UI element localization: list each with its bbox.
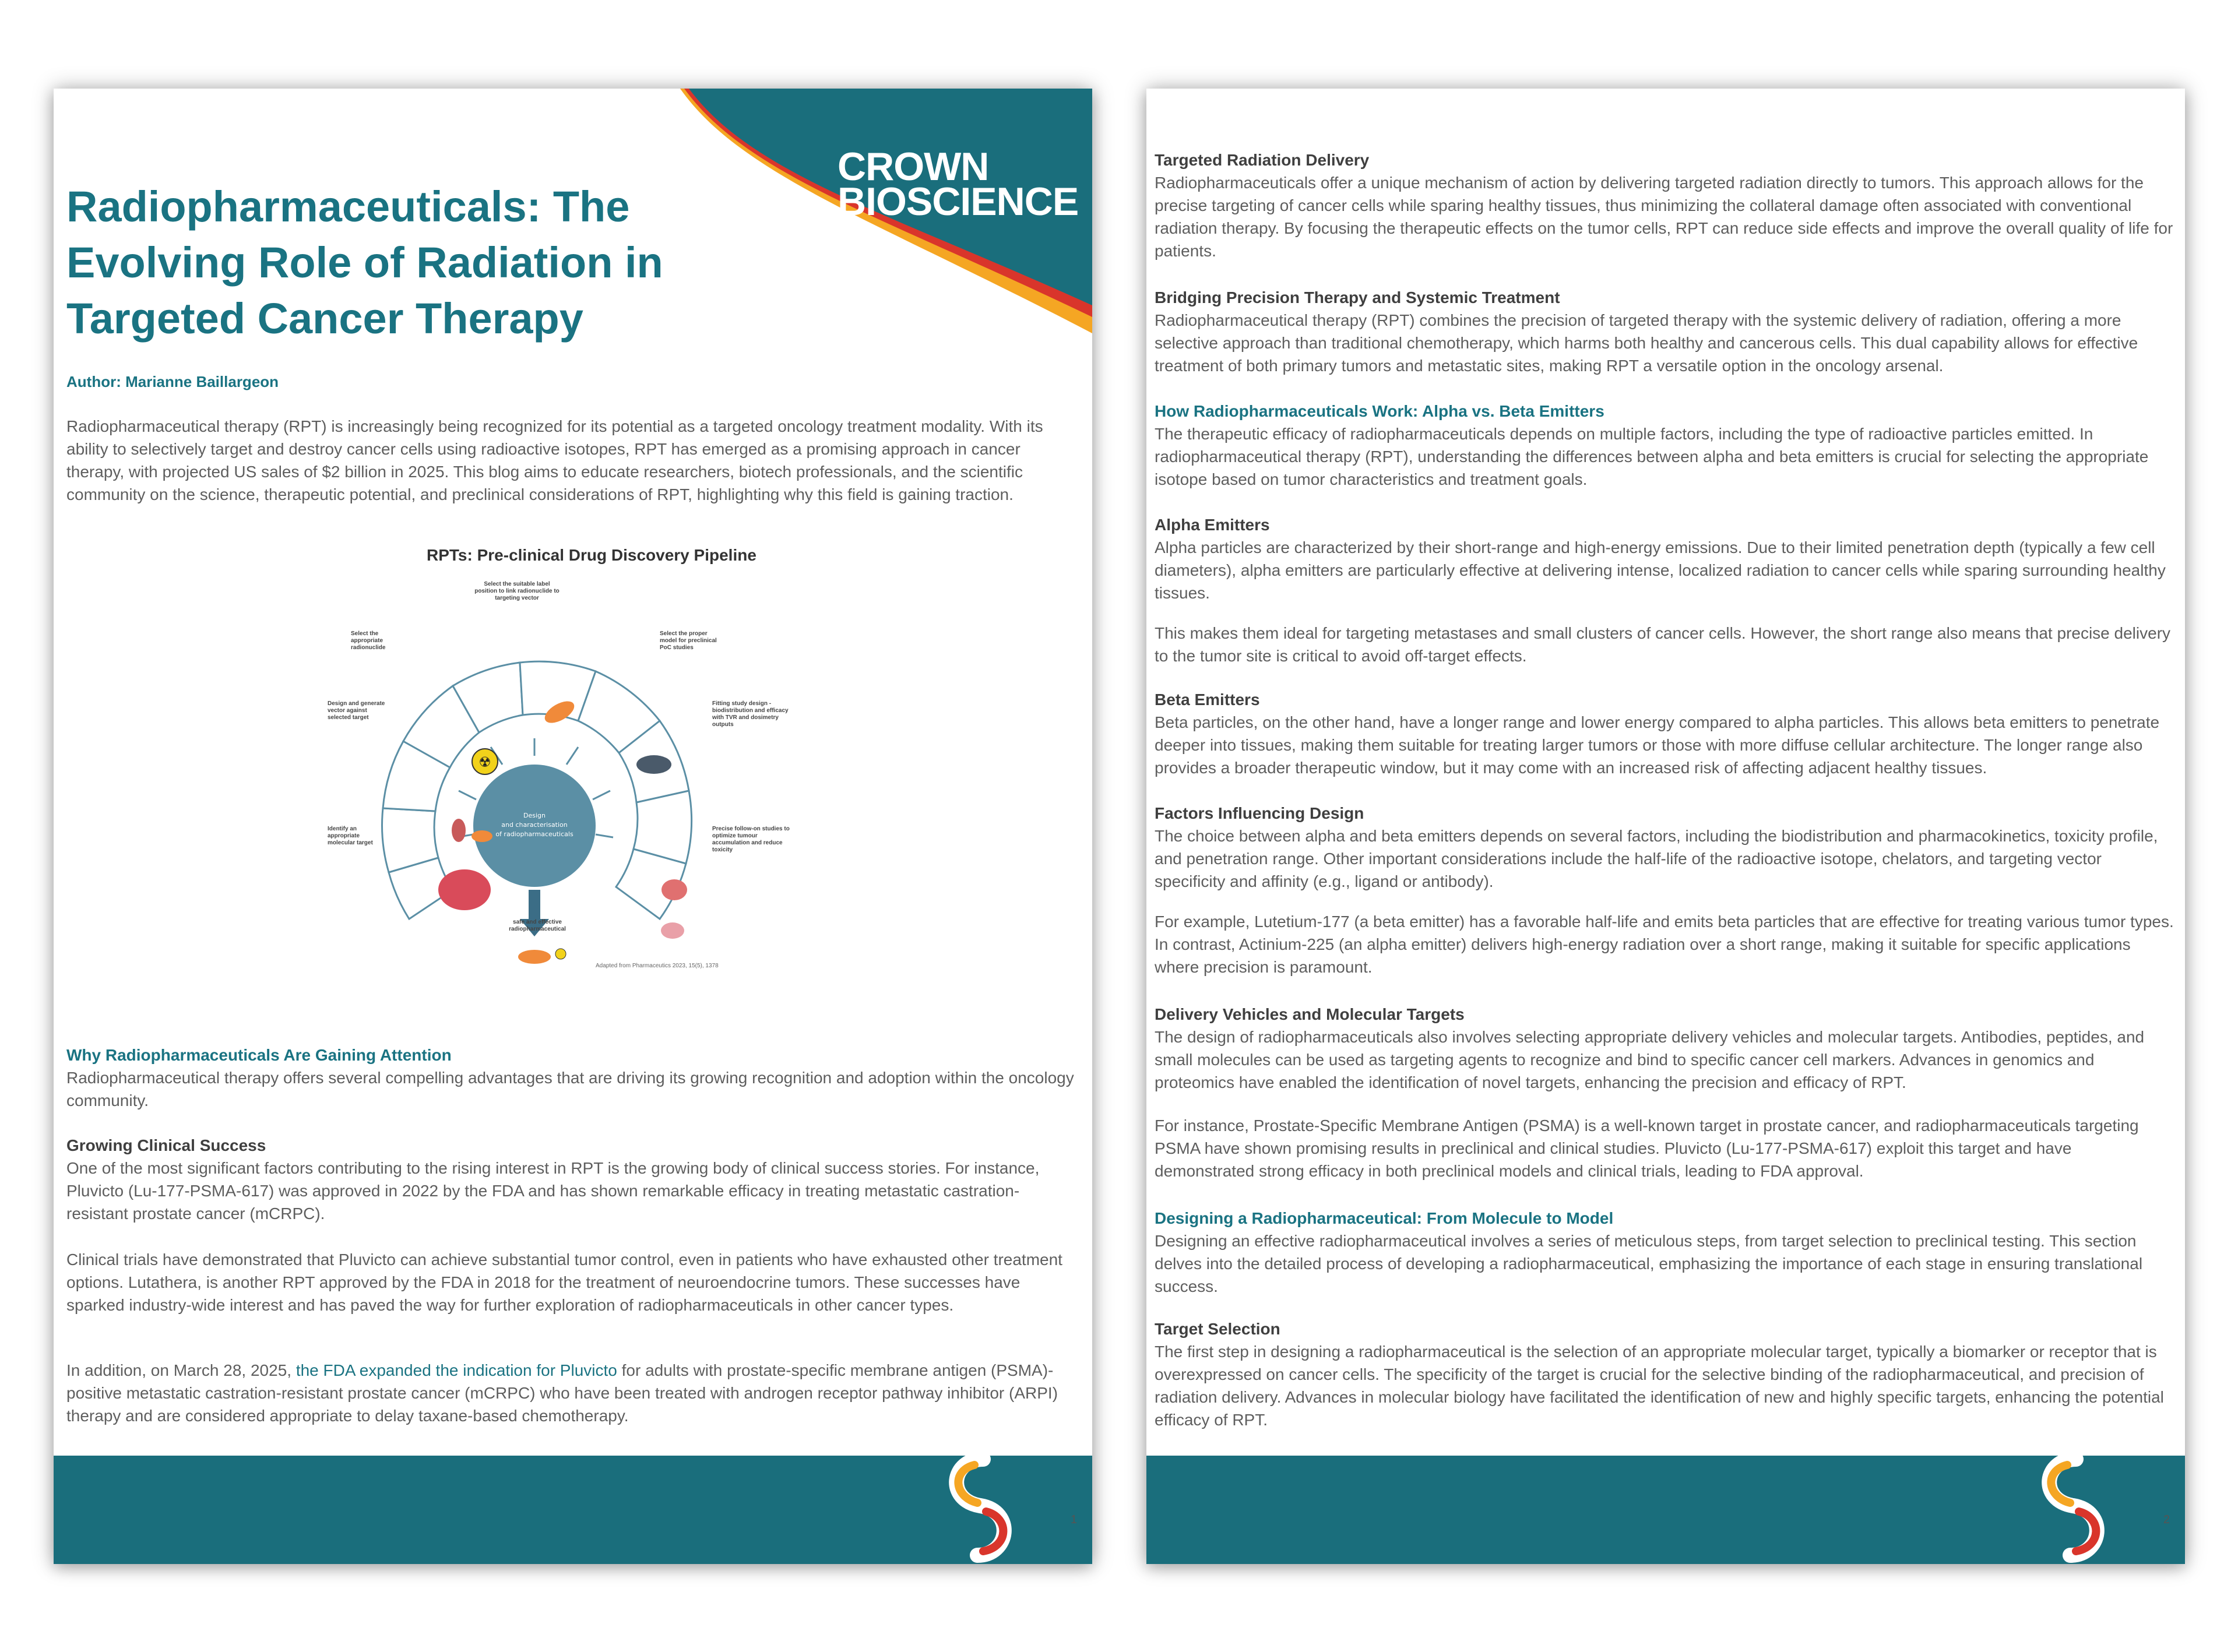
s8-heading: Designing a Radiopharmaceutical: From Molecule to Model (1155, 1209, 1614, 1227)
s7-text-2: For instance, Prostate-Specific Membrane Antigen (PSMA) is a well-known target in prostate cancer, and radiopharmaceuticals targeting PSMA have shown promising results in preclinical and clinical studies. Pluvicto (Lu-177-PSMA-617) exploit this target and have demonstrated strong efficacy in both preclinical models and clinical trials, leading to FDA approval. (1155, 1116, 2139, 1180)
s3-text: The therapeutic efficacy of radiopharmaceuticals depends on multiple factors, including the type of radioactive particles emitted. In radiopharmaceutical therapy (RPT), understanding the differences between alpha and beta emitters is crucial for selecting the appropriate isotope based on tumor characteristics and treatment goals. (1155, 425, 2149, 488)
s6-text-2: For example, Lutetium-177 (a beta emitter) has a favorable half-life and emits beta particles that are effective for treating various tumor types. In contrast, Actinium-225 (an alpha emitter) delivers high-energy radiation over a short range, making it suitable for specific applications where precision is paramount. (1155, 913, 2174, 976)
s8-text: Designing an effective radiopharmaceutical involves a series of meticulous steps, from target selection to preclinical testing. This section delves into the detailed process of developing a radiopharmaceutical, emphasizing the importance of each stage in ensuring translational success. (1155, 1232, 2143, 1295)
addition-paragraph (66, 1359, 1075, 1427)
section-targeted-delivery (1155, 149, 2174, 262)
section-beta (1155, 689, 2174, 779)
s4-heading: Alpha Emitters (1155, 516, 1270, 534)
annotation-top: Select the suitable label position to link radionuclide to targeting vector (474, 581, 560, 601)
page-title: Radiopharmaceuticals: The Evolving Role of Radiation in Targeted Cancer Therapy (66, 182, 663, 343)
svg-text:Design: Design (523, 812, 546, 819)
why-text: Radiopharmaceutical therapy offers several compelling advantages that are driving its growing recognition and adoption within the oncology community. (66, 1069, 1074, 1109)
page-number: 2 (2163, 1513, 2170, 1526)
section-delivery-vehicles (1155, 1003, 2174, 1094)
document-page-1 (54, 89, 1092, 1564)
annotation-bottom-left: Identify an appropriate molecular target (328, 826, 373, 846)
page-number: 1 (1070, 1513, 1077, 1526)
s4-text-2: This makes them ideal for targeting metastases and small clusters of cancer cells. However, the short range also means that precise delivery to the tumor site is critical to avoid off-target effects. (1155, 624, 2171, 665)
section-target-selection (1155, 1318, 2174, 1431)
logo-line-2: BIOSCIENCE (838, 179, 1079, 224)
why-heading: Why Radiopharmaceuticals Are Gaining Attention (66, 1046, 452, 1064)
s9-text: The first step in designing a radiopharmaceutical is the selection of an appropriate molecular target, typically a biomarker or receptor that is overexpressed on cancer cells. The specificity of the target is crucial for the selective binding of the radiopharmaceutical, and precision of radiation delivery. Advances in molecular biology have facilitated the identification of new and highly specific targets, enhancing the potential efficacy of RPT. (1155, 1343, 2164, 1429)
figure-credit: Adapted from Pharmaceutics 2023, 15(5), 1378 (596, 963, 719, 969)
annotation-left: Design and generate vector against selected target (328, 700, 385, 721)
s5-text: Beta particles, on the other hand, have a longer range and lower energy compared to alpha particles. This allows beta emitters to penetrate deeper into tissues, making them suitable for treating larger tumors or those with more diffuse cellular architecture. The longer range also provides a broader therapeutic window, but it may come with an increased risk of affecting adjacent healthy tissues. (1155, 713, 2160, 777)
intro-paragraph: Radiopharmaceutical therapy (RPT) is increasingly being recognized for its potential as a targeted oncology treatment modality. With its ability to selectively target and destroy cancer cells using radioactive isotopes, RPT has emerged as a promising approach in cancer therapy, with projected US sales of $2 billion in 2025. This blog aims to educate researchers, biotech professionals, and the scientific community on the science, therapeutic potential, and preclinical considerations of RPT, highlighting why this field is gaining traction. (66, 417, 1043, 503)
brand-logo (838, 145, 1082, 224)
s7-text: The design of radiopharmaceuticals also involves selecting appropriate delivery vehicles and molecular targets. Antibodies, peptides, and small molecules can be used as targeting agents to recognize and bind to specific cancer cell markers. Advances in genomics and proteomics have enabled the identification of novel targets, enhancing the precision and efficacy of RPT. (1155, 1028, 2145, 1091)
s4-text: Alpha particles are characterized by their short-range and high-energy emissions. Due to their limited penetration depth (typically a few cell diameters), alpha emitters are particularly effective at delivering intense, localized radiation to cancer cells while sparing surrounding healthy tissues. (1155, 538, 2166, 602)
fda-expanded-link[interactable]: the FDA expanded the indication for Pluvicto (295, 1361, 617, 1379)
svg-text:of radiopharmaceuticals: of radiopharmaceuticals (495, 830, 573, 838)
s9-heading: Target Selection (1155, 1320, 1280, 1338)
figure-title: RPTs: Pre-clinical Drug Discovery Pipeline (427, 546, 756, 564)
logo-line-1: CROWN (838, 145, 989, 189)
pipeline-diagram (228, 546, 870, 971)
section-alpha-beta (1155, 400, 2174, 491)
section-bridging (1155, 287, 2174, 377)
footer-brand-mark (928, 1447, 1033, 1564)
annotation-top-right: Select the proper model for preclinical PoC studies (660, 630, 717, 651)
annotation-bottom: safe and effective radiopharmaceutical (509, 919, 566, 932)
s1-heading: Targeted Radiation Delivery (1155, 151, 1370, 169)
document-page-2 (1146, 89, 2185, 1564)
pipeline-figure (228, 546, 870, 971)
trials-paragraph: Clinical trials have demonstrated that Pluvicto can achieve substantial tumor control, even in patients who have exhausted other treatment options. Lutathera, is another RPT approved by the FDA in 2018 for the treatment of neuroendocrine tumors. These successes have sparked industry-wide interest and has paved the way for further exploration of radiopharmaceuticals in other cancer types. (66, 1251, 1062, 1314)
section-factors (1155, 802, 2174, 893)
addition-suffix: for adults with prostate-specific membrane antigen (PSMA)-positive metastatic castration-resistant prostate cancer (mCRPC) who have been treated with androgen receptor pathway inhibitor (ARPI) therapy and are considered appropriate to delay taxane-based chemotherapy. (66, 1361, 1058, 1425)
svg-text:and characterisation: and characterisation (501, 821, 568, 829)
mouse-icon (636, 755, 671, 774)
section-growing (66, 1135, 1075, 1225)
s2-text: Radiopharmaceutical therapy (RPT) combines the precision of targeted therapy with the systemic delivery of radiation, offering a more selective approach than traditional chemotherapy, which harms both healthy and cancerous cells. This dual capability allows for effective treatment of both primary tumors and metastatic sites, making RPT a versatile option in the oncology arsenal. (1155, 311, 2138, 375)
section-designing (1155, 1207, 2174, 1298)
tumour-icon (438, 869, 491, 910)
growing-heading: Growing Clinical Success (66, 1136, 266, 1154)
s6-heading: Factors Influencing Design (1155, 804, 1364, 822)
s5-heading: Beta Emitters (1155, 691, 1260, 709)
s7-heading: Delivery Vehicles and Molecular Targets (1155, 1005, 1465, 1023)
growing-text: One of the most significant factors contributing to the rising interest in RPT is the growing body of clinical success stories. For instance, Pluvicto (Lu-177-PSMA-617) was approved in 2022 by the FDA and has shown remarkable efficacy in treating metastatic castration-resistant prostate cancer (mCRPC). (66, 1159, 1040, 1223)
footer-brand-mark (2021, 1447, 2126, 1564)
s1-text: Radiopharmaceuticals offer a unique mechanism of action by delivering targeted radiation directly to tumors. This approach allows for the precise targeting of cancer cells while sparing healthy tissues, thus minimizing the collateral damage often associated with conventional radiation therapy. By focusing the therapeutic effects on the tumor cells, RPT can reduce side effects and improve the overall quality of life for patients. (1155, 174, 2173, 260)
annotation-top-left: Select the appropriate radionuclide (351, 630, 386, 651)
addition-prefix: In addition, on March 28, 2025, (66, 1361, 292, 1379)
s6-text: The choice between alpha and beta emitters depends on several factors, including the biodistribution and pharmacokinetics, toxicity profile, and penetration range. Other important considerations include the half-life of the radioactive isotope, chelators, and targeting vector specificity and affinity (e.g., ligand or antibody). (1155, 827, 2158, 890)
s3-heading: How Radiopharmaceuticals Work: Alpha vs. Beta Emitters (1155, 402, 1604, 420)
svg-text:☢: ☢ (478, 755, 491, 770)
author-line: Author: Marianne Baillargeon (66, 373, 279, 390)
annotation-right: Fitting study design - biodistribution and efficacy with TVR and dosimetry outputs (712, 700, 789, 728)
s2-heading: Bridging Precision Therapy and Systemic Treatment (1155, 288, 1560, 307)
section-alpha (1155, 514, 2174, 604)
section-why (66, 1044, 1075, 1112)
annotation-bottom-right: Precise follow-on studies to optimize tumour accumulation and reduce toxicity (712, 826, 790, 853)
